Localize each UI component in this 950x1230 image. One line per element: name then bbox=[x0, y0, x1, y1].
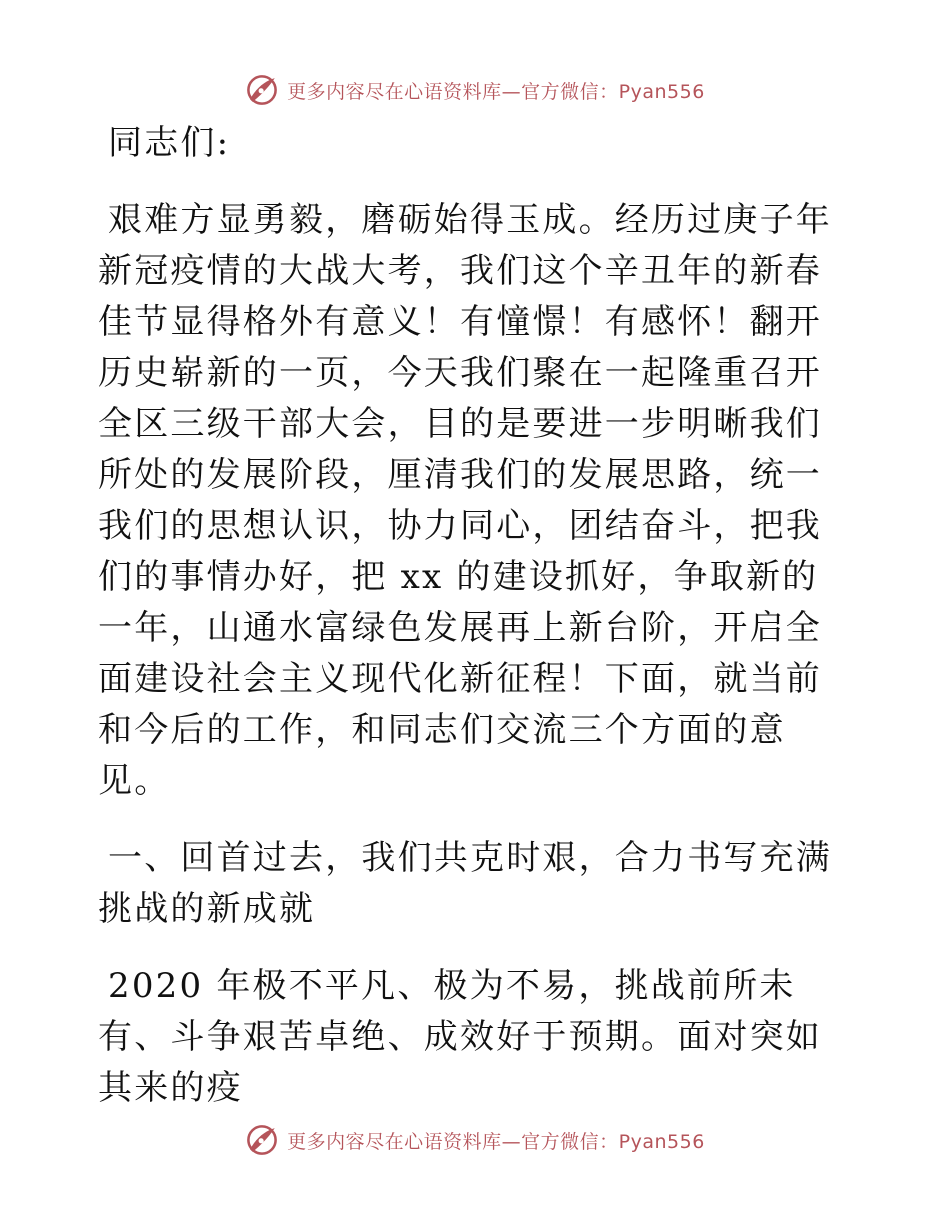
document-body bbox=[98, 118, 850, 1114]
section-heading-1: 一、回首过去，我们共克时艰，合力书写充满挑战的新成就 bbox=[98, 838, 832, 929]
paragraph-2020: 2020 年极不平凡、极为不易，挑战前所未有、斗争艰苦卓绝、成效好于预期。面对突如其来的疫 bbox=[98, 966, 822, 1108]
paragraph-intro: 艰难方显勇毅，磨砺始得玉成。经历过庚子年新冠疫情的大战大考，我们这个辛丑年的新春佳节显得格外有意义！有憧憬！有感怀！翻开历史崭新的一页，今天我们聚在一起隆重召开全区三级干部大会，目的是要进一步明晰我们所处的发展阶段，厘清我们的发展思路，统一我们的思想认识，协力同心，团结奋斗，把我们的事情办好，把 xx 的建设抓好，争取新的一年，山通水富绿色发展再上新台阶，开启全面建设社会主义现代化新征程！下面，就当前和今后的工作，和同志们交流三个方面的意见。 bbox=[98, 200, 832, 801]
watermark-header bbox=[0, 70, 950, 110]
pen-logo-icon bbox=[245, 1123, 279, 1157]
watermark-footer bbox=[0, 1120, 950, 1160]
pen-logo-icon bbox=[245, 73, 279, 107]
watermark-text: 更多内容尽在心语资料库—官方微信：Pyan556 bbox=[287, 1130, 705, 1153]
greeting: 同志们: bbox=[108, 123, 231, 163]
watermark-text: 更多内容尽在心语资料库—官方微信：Pyan556 bbox=[287, 80, 705, 103]
